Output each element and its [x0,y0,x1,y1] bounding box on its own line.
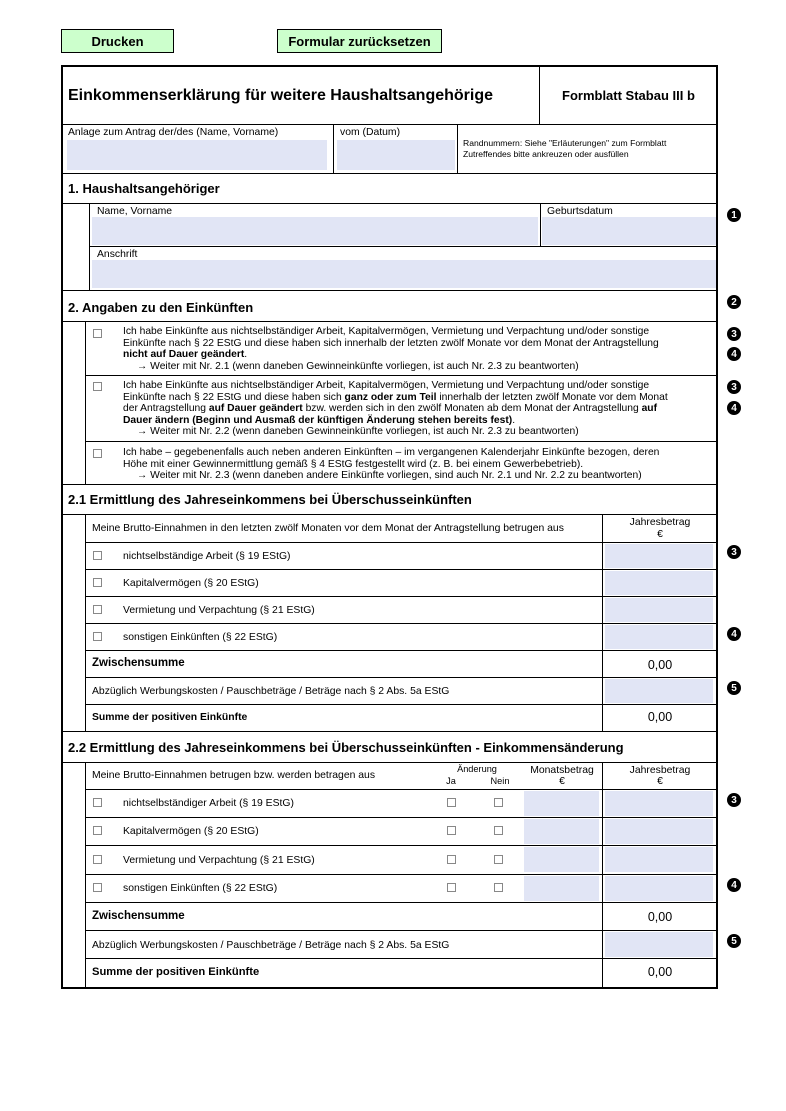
section21-intro: Meine Brutto-Einnahmen in den letzten zwölf Monaten vor dem Monat der Antragstellung betrugen aus [92,523,564,534]
form-title: Einkommenserklärung für weitere Haushaltsangehörige [68,87,494,104]
s21-total-value: 0,00 [647,710,673,724]
s22-row4-no-checkbox[interactable] [494,883,503,892]
person-name-input[interactable] [92,217,538,245]
yes-header: Ja [446,776,456,786]
s22-row1-monthly-input[interactable] [524,791,599,816]
divider [62,514,717,515]
divider [86,902,717,903]
s22-total-value: 0,00 [647,965,673,979]
divider [62,290,717,291]
divider [86,817,717,818]
s21-row1-amount-input[interactable] [605,544,713,568]
s22-row4-checkbox[interactable] [93,883,102,892]
marker-4-icon: 4 [727,347,741,361]
s21-subtotal-value: 0,00 [647,658,673,672]
marker-4-icon: 4 [727,627,741,641]
s21-row2-checkbox[interactable] [93,578,102,587]
divider [86,375,717,376]
s22-row3-label: Vermietung und Verpachtung (§ 21 EStG) [123,855,315,866]
s21-row3-amount-input[interactable] [605,598,713,622]
s22-row4-yes-checkbox[interactable] [447,883,456,892]
reset-form-button[interactable]: Formular zurücksetzen [277,29,442,53]
divider [62,762,717,763]
s21-row1-label: nichtselbständige Arbeit (§ 19 EStG) [123,551,291,562]
divider [62,124,717,125]
s22-row3-no-checkbox[interactable] [494,855,503,864]
section2-title: 2. Angaben zu den Einkünften [68,300,254,315]
divider [457,125,458,173]
divider [86,845,717,846]
s22-total-label: Summe der positiven Einkünfte [92,966,260,978]
no-header: Nein [490,776,510,786]
s22-row3-yes-checkbox[interactable] [447,855,456,864]
s22-row2-annual-input[interactable] [605,819,713,844]
s21-total-label: Summe der positiven Einkünfte [92,712,248,723]
s21-row2-amount-input[interactable] [605,571,713,595]
option3-checkbox[interactable] [93,449,102,458]
s22-row1-annual-input[interactable] [605,791,713,816]
s22-deduction-input[interactable] [605,932,713,957]
monthly-amount-header: Monatsbetrag [530,765,594,776]
note-line: Randnummern: Siehe "Erläuterungen" zum Formblatt [463,138,667,148]
section21-title: 2.1 Ermittlung des Jahreseinkommens bei Überschusseinkünften [68,492,472,507]
marker-4-icon: 4 [727,878,741,892]
s22-row2-yes-checkbox[interactable] [447,826,456,835]
divider [86,930,717,931]
currency-label: € [657,529,663,540]
s22-row3-annual-input[interactable] [605,847,713,872]
print-button[interactable]: Drucken [61,29,174,53]
option2-text: Ich habe Einkünfte aus nichtselbständiger Arbeit, Kapitalvermögen, Vermietung und Verpachtung und/oder sonstige Einkünfte nach § 22 EStG und diese haben sich ganz oder zum Teil innerhalb der letzten zwölf Monate vor dem Monat der Antragstellung auf Dauer geändert bzw. werden sich in den zwölf Monaten ab dem Monat der Antragstellung auf Dauer ändern (Beginn und Ausmaß der künftigen Änderung stehen bereits fest). → Weiter mit Nr. 2.2 (wenn daneben Gewinneinkünfte vorliegen, ist auch Nr. 2.3 zu beantworten) [123,380,668,438]
divider [86,677,717,678]
application-date-input[interactable] [337,140,455,170]
s22-subtotal-value: 0,00 [647,910,673,924]
annual-amount-header: Jahresbetrag [629,765,691,776]
annual-amount-header: Jahresbetrag [629,517,691,528]
divider [86,623,717,624]
divider [62,321,717,322]
s22-row3-checkbox[interactable] [93,855,102,864]
s21-row4-label: sonstigen Einkünften (§ 22 EStG) [123,632,278,643]
s22-row4-monthly-input[interactable] [524,876,599,901]
marker-2-icon: 2 [727,295,741,309]
divider [86,542,717,543]
s22-row2-label: Kapitalvermögen (§ 20 EStG) [123,826,259,837]
divider [86,789,717,790]
s21-subtotal-label: Zwischensumme [92,657,185,669]
divider [85,763,86,988]
s21-deduction-label: Abzüglich Werbungskosten / Pauschbeträge / Beträge nach § 2 Abs. 5a EStG [92,686,450,697]
section22-title: 2.2 Ermittlung des Jahreseinkommens bei Überschusseinkünften - Einkommensänderung [68,740,624,755]
change-header: Änderung [457,764,497,774]
s21-row2-label: Kapitalvermögen (§ 20 EStG) [123,578,259,589]
divider [86,596,717,597]
marker-5-icon: 5 [727,934,741,948]
currency-label: € [657,776,663,787]
option2-checkbox[interactable] [93,382,102,391]
divider [86,650,717,651]
section1-title: 1. Haushaltsangehöriger [68,181,220,196]
s22-row1-yes-checkbox[interactable] [447,798,456,807]
marker-5-icon: 5 [727,681,741,695]
s21-row3-label: Vermietung und Verpachtung (§ 21 EStG) [123,605,315,616]
s22-row3-monthly-input[interactable] [524,847,599,872]
s22-row1-no-checkbox[interactable] [494,798,503,807]
s22-row4-annual-input[interactable] [605,876,713,901]
applicant-name-input[interactable] [67,140,327,170]
marker-1-icon: 1 [727,208,741,222]
option3-text: Ich habe – gegebenenfalls auch neben anderen Einkünften – im vergangenen Kalenderjahr Einkünfte bezogen, deren Höhe mit einer Gewinnermittlung gemäß § 4 EStG festgestellt wird (z. B. bei einem Gewerbebetrieb). → Weiter mit Nr. 2.3 (wenn daneben andere Einkünfte vorliegen, sind auch Nr. 2.1 und Nr. 2.2 zu beantworten) [123,447,660,482]
option1-checkbox[interactable] [93,329,102,338]
marker-3-icon: 3 [727,545,741,559]
section22-intro: Meine Brutto-Einnahmen betrugen bzw. werden betragen aus [92,770,376,781]
divider [540,204,541,246]
divider [602,763,603,988]
marker-3-icon: 3 [727,327,741,341]
form-id: Formblatt Stabau III b [562,88,695,103]
s22-row2-no-checkbox[interactable] [494,826,503,835]
divider [90,246,717,247]
divider [86,704,717,705]
s22-row1-checkbox[interactable] [93,798,102,807]
s21-deduction-input[interactable] [605,679,713,703]
s22-row2-checkbox[interactable] [93,826,102,835]
s22-row1-label: nichtselbständiger Arbeit (§ 19 EStG) [123,798,294,809]
divider [85,322,86,484]
s21-row4-checkbox[interactable] [93,632,102,641]
s22-row2-monthly-input[interactable] [524,819,599,844]
divider [86,874,717,875]
s22-row4-label: sonstigen Einkünften (§ 22 EStG) [123,883,278,894]
divider [62,484,717,485]
applicant-name-label: Anlage zum Antrag der/des (Name, Vorname) [68,127,279,138]
divider [86,441,717,442]
s21-row1-checkbox[interactable] [93,551,102,560]
divider [62,203,717,204]
divider [89,204,90,290]
birth-date-input[interactable] [542,217,716,245]
divider [333,125,334,173]
person-name-label: Name, Vorname [97,206,173,217]
application-date-label: vom (Datum) [340,127,401,138]
s21-row4-amount-input[interactable] [605,625,713,649]
marker-3-icon: 3 [727,793,741,807]
address-label: Anschrift [97,249,138,260]
marker-3-icon: 3 [727,380,741,394]
divider [62,731,717,732]
divider [86,569,717,570]
note-line: Zutreffendes bitte ankreuzen oder ausfüllen [463,149,629,159]
marker-4-icon: 4 [727,401,741,415]
divider [62,173,717,174]
s22-deduction-label: Abzüglich Werbungskosten / Pauschbeträge / Beträge nach § 2 Abs. 5a EStG [92,940,450,951]
divider [539,66,540,124]
s22-subtotal-label: Zwischensumme [92,910,185,922]
birth-date-label: Geburtsdatum [547,206,613,217]
address-input[interactable] [92,260,716,288]
option1-text: Ich habe Einkünfte aus nichtselbständiger Arbeit, Kapitalvermögen, Vermietung und Verpachtung und/oder sonstige Einkünfte nach § 22 EStG und diese haben sich innerhalb der letzten zwölf Monate vor dem Monat der Antragstellung nicht auf Dauer geändert. → Weiter mit Nr. 2.1 (wenn daneben Gewinneinkünfte vorliegen, ist auch Nr. 2.3 zu beantworten) [123,326,659,372]
divider [86,958,717,959]
s21-row3-checkbox[interactable] [93,605,102,614]
currency-label: € [559,776,565,787]
